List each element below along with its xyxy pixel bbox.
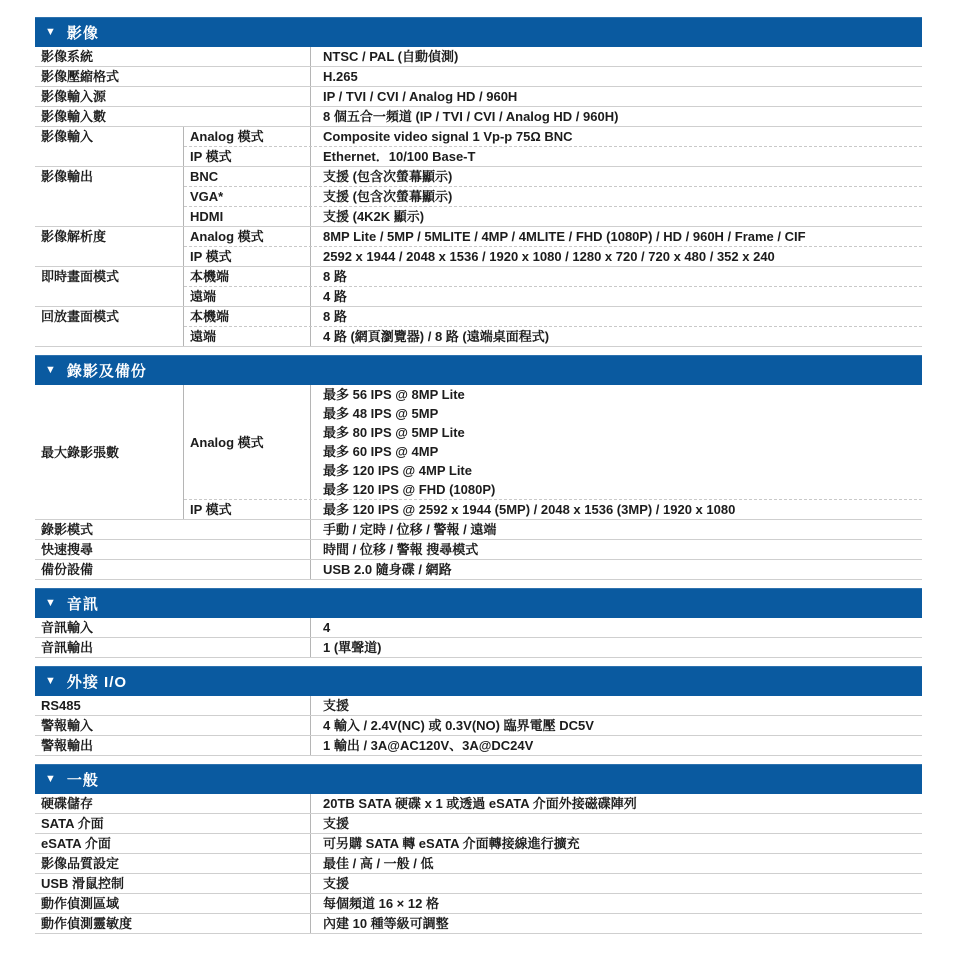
spec-sublabel: Analog 模式 xyxy=(190,229,264,244)
spec-label: 影像輸出 xyxy=(41,169,94,184)
spec-subrow xyxy=(184,186,922,206)
spec-value: 最多 120 IPS @ 2592 x 1944 (5MP) / 2048 x 1536 (3MP) / 1920 x 1080 xyxy=(310,500,922,519)
spec-row xyxy=(35,854,922,874)
section-external-io xyxy=(35,666,922,756)
spec-value-line: 最多 80 IPS @ 5MP Lite xyxy=(323,425,465,440)
spec-label: 最大錄影張數 xyxy=(41,444,120,460)
section-header-recording[interactable] xyxy=(35,355,922,385)
spec-label: 影像解析度 xyxy=(41,229,107,244)
spec-sublabel: VGA* xyxy=(190,189,224,204)
spec-subrow xyxy=(184,286,922,306)
section-header-audio[interactable] xyxy=(35,588,922,618)
spec-value: 8 路 xyxy=(310,307,922,326)
spec-row xyxy=(35,834,922,854)
spec-value: 手動 / 定時 / 位移 / 警報 / 遠端 xyxy=(310,520,922,539)
section-video xyxy=(35,17,922,347)
collapse-triangle-icon: ▼ xyxy=(45,674,57,687)
spec-label: 警報輸入 xyxy=(41,718,94,733)
spec-value-line: 最多 120 IPS @ FHD (1080P) xyxy=(323,482,496,497)
spec-subrow xyxy=(184,146,922,166)
spec-row xyxy=(35,638,922,658)
spec-label: 影像品質設定 xyxy=(41,856,120,871)
spec-value: 時間 / 位移 / 警報 搜尋模式 xyxy=(310,540,922,559)
spec-value: Composite video signal 1 Vp-p 75Ω BNC xyxy=(310,127,922,146)
spec-subrow xyxy=(184,307,922,326)
spec-row xyxy=(35,47,922,67)
spec-value: 8MP Lite / 5MP / 5MLITE / 4MP / 4MLITE / FHD (1080P) / HD / 960H / Frame / CIF xyxy=(310,227,922,246)
section-audio xyxy=(35,588,922,658)
section-title: 音訊 xyxy=(66,595,99,613)
spec-row xyxy=(35,794,922,814)
spec-value: 2592 x 1944 / 2048 x 1536 / 1920 x 1080 / 1280 x 720 / 720 x 480 / 352 x 240 xyxy=(310,247,922,266)
spec-value: H.265 xyxy=(310,67,922,86)
spec-label: 音訊輸入 xyxy=(41,620,94,635)
spec-subrows xyxy=(183,385,922,519)
spec-label: 影像輸入源 xyxy=(41,89,107,104)
spec-value: 4 xyxy=(310,618,922,637)
spec-row xyxy=(35,87,922,107)
spec-value: 20TB SATA 硬碟 x 1 或透過 eSATA 介面外接磁碟陣列 xyxy=(310,794,922,813)
spec-subrows xyxy=(183,307,922,346)
collapse-triangle-icon: ▼ xyxy=(45,596,57,609)
spec-value: 每個頻道 16 × 12 格 xyxy=(310,894,922,913)
spec-row xyxy=(35,736,922,756)
section-rows xyxy=(35,794,922,934)
spec-sublabel: IP 模式 xyxy=(190,149,232,164)
spec-value: 支援 (4K2K 顯示) xyxy=(310,207,922,226)
spec-row xyxy=(35,618,922,638)
spec-label: 錄影模式 xyxy=(41,522,94,537)
spec-row-group xyxy=(35,127,922,167)
spec-sublabel: HDMI xyxy=(190,209,224,224)
collapse-triangle-icon: ▼ xyxy=(45,772,57,785)
spec-value: IP / TVI / CVI / Analog HD / 960H xyxy=(310,87,922,106)
spec-row xyxy=(35,540,922,560)
spec-subrow xyxy=(184,246,922,266)
spec-row xyxy=(35,67,922,87)
section-general xyxy=(35,764,922,934)
spec-value: 支援 (包含次螢幕顯示) xyxy=(310,167,922,186)
spec-value: USB 2.0 隨身碟 / 網路 xyxy=(310,560,922,579)
spec-label: eSATA 介面 xyxy=(41,836,111,851)
spec-row-group xyxy=(35,267,922,307)
spec-row-group xyxy=(35,307,922,347)
spec-sublabel: 本機端 xyxy=(190,309,230,324)
spec-subrow xyxy=(184,127,922,146)
spec-label: 備份設備 xyxy=(41,562,94,577)
spec-label: USB 滑鼠控制 xyxy=(41,876,125,891)
spec-subrow xyxy=(184,167,922,186)
spec-sublabel: IP 模式 xyxy=(190,249,232,264)
section-header-general[interactable] xyxy=(35,764,922,794)
spec-value: 可另購 SATA 轉 eSATA 介面轉接線進行擴充 xyxy=(310,834,922,853)
spec-label: 影像輸入數 xyxy=(41,109,107,124)
spec-row xyxy=(35,874,922,894)
spec-row xyxy=(35,894,922,914)
spec-label: 即時畫面模式 xyxy=(41,269,120,284)
spec-sublabel: Analog 模式 xyxy=(190,434,264,450)
spec-value: 內建 10 種等級可調整 xyxy=(310,914,922,933)
section-rows xyxy=(35,618,922,658)
spec-label: 回放畫面模式 xyxy=(41,309,120,324)
spec-value: 4 路 xyxy=(310,287,922,306)
spec-table xyxy=(35,17,922,934)
spec-subrow xyxy=(184,326,922,346)
spec-sublabel: 遠端 xyxy=(190,329,217,344)
spec-subrow xyxy=(184,385,922,499)
spec-value: Ethernet．10/100 Base-T xyxy=(310,147,922,166)
spec-row xyxy=(35,520,922,540)
spec-value: 4 輸入 / 2.4V(NC) 或 0.3V(NO) 臨界電壓 DC5V xyxy=(310,716,922,735)
spec-value: 8 路 xyxy=(310,267,922,286)
spec-subrow xyxy=(184,206,922,226)
spec-label: 影像壓縮格式 xyxy=(41,69,120,84)
spec-label: 影像輸入 xyxy=(41,129,94,144)
spec-subrows xyxy=(183,227,922,266)
spec-value-line: 最多 56 IPS @ 8MP Lite xyxy=(323,387,465,402)
section-header-external-io[interactable] xyxy=(35,666,922,696)
section-header-video[interactable] xyxy=(35,17,922,47)
spec-label: 音訊輸出 xyxy=(41,640,94,655)
spec-label: 快速搜尋 xyxy=(41,542,94,557)
spec-row xyxy=(35,696,922,716)
spec-row-group xyxy=(35,385,922,520)
spec-row xyxy=(35,914,922,934)
spec-subrows xyxy=(183,267,922,306)
spec-value: 8 個五合一頻道 (IP / TVI / CVI / Analog HD / 960H) xyxy=(310,107,922,126)
section-title: 一般 xyxy=(66,771,99,789)
spec-sublabel: IP 模式 xyxy=(190,502,232,517)
spec-value-line: 最多 60 IPS @ 4MP xyxy=(323,444,439,459)
spec-value-list xyxy=(310,385,922,499)
section-rows xyxy=(35,696,922,756)
collapse-triangle-icon: ▼ xyxy=(45,25,57,38)
spec-sublabel: Analog 模式 xyxy=(190,129,264,144)
spec-subrows xyxy=(183,167,922,226)
spec-subrow xyxy=(184,227,922,246)
section-title: 錄影及備份 xyxy=(66,362,147,380)
spec-row xyxy=(35,814,922,834)
spec-row xyxy=(35,560,922,580)
spec-sublabel: 本機端 xyxy=(190,269,230,284)
spec-value: 最佳 / 高 / 一般 / 低 xyxy=(310,854,922,873)
spec-row-group xyxy=(35,167,922,227)
collapse-triangle-icon: ▼ xyxy=(45,363,57,376)
spec-value: 支援 xyxy=(310,874,922,893)
spec-label: 警報輸出 xyxy=(41,738,94,753)
spec-sublabel: 遠端 xyxy=(190,289,217,304)
spec-subrow xyxy=(184,267,922,286)
section-recording xyxy=(35,355,922,580)
section-title: 影像 xyxy=(66,24,99,42)
section-title: 外接 I/O xyxy=(66,673,128,691)
spec-label: 硬碟儲存 xyxy=(41,796,94,811)
spec-label: SATA 介面 xyxy=(41,816,104,831)
spec-value: 1 (單聲道) xyxy=(310,638,922,657)
spec-row-group xyxy=(35,227,922,267)
section-rows xyxy=(35,385,922,580)
spec-subrow xyxy=(184,499,922,519)
spec-label: 影像系統 xyxy=(41,49,94,64)
spec-value: NTSC / PAL (自動偵測) xyxy=(310,47,922,66)
spec-value-line: 最多 48 IPS @ 5MP xyxy=(323,406,439,421)
spec-value: 1 輸出 / 3A@AC120V、3A@DC24V xyxy=(310,736,922,755)
spec-label: 動作偵測靈敏度 xyxy=(41,916,133,931)
spec-value: 支援 xyxy=(310,814,922,833)
spec-subrows xyxy=(183,127,922,166)
spec-row xyxy=(35,107,922,127)
spec-sublabel: BNC xyxy=(190,169,219,184)
spec-label: 動作偵測區域 xyxy=(41,896,120,911)
spec-value: 支援 xyxy=(310,696,922,715)
spec-value: 支援 (包含次螢幕顯示) xyxy=(310,187,922,206)
spec-value-line: 最多 120 IPS @ 4MP Lite xyxy=(323,463,472,478)
spec-label: RS485 xyxy=(41,698,81,713)
section-rows xyxy=(35,47,922,347)
spec-row xyxy=(35,716,922,736)
spec-value: 4 路 (網頁瀏覽器) / 8 路 (遠端桌面程式) xyxy=(310,327,922,346)
